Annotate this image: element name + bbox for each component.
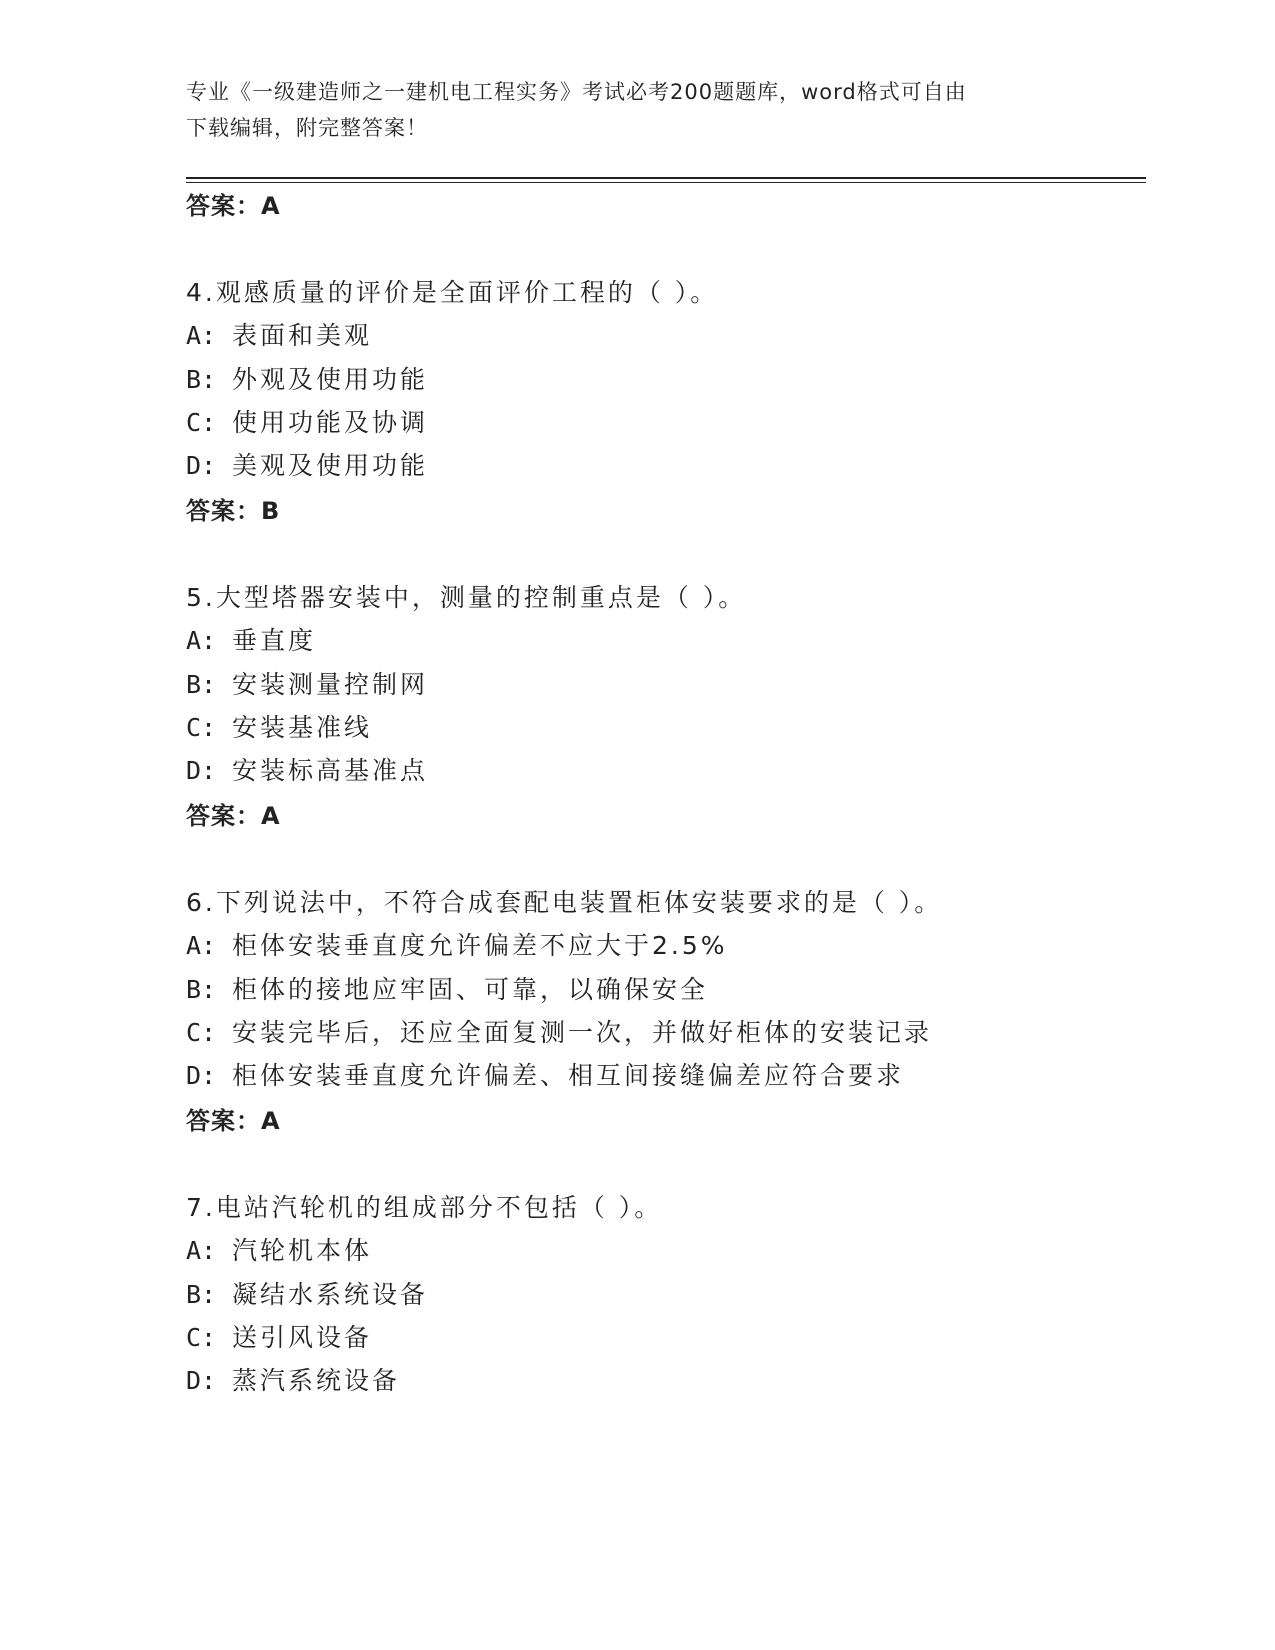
option-text: 垂直度 bbox=[232, 626, 317, 655]
option-text: 表面和美观 bbox=[232, 321, 373, 350]
question-5-option-b bbox=[186, 665, 428, 701]
question-4-stem: 4.观感质量的评价是全面评价工程的（ ）。 bbox=[186, 278, 719, 307]
option-letter: B: bbox=[186, 975, 217, 1004]
question-5-option-a bbox=[186, 621, 316, 657]
question-7-option-b bbox=[186, 1275, 428, 1311]
option-text: 柜体安装垂直度允许偏差不应大于2.5% bbox=[232, 931, 728, 960]
answer-5: 答案：A bbox=[186, 802, 281, 830]
option-text: 汽轮机本体 bbox=[232, 1236, 373, 1265]
option-letter: A: bbox=[186, 1236, 217, 1265]
option-text: 蒸汽系统设备 bbox=[232, 1366, 401, 1395]
option-text: 送引风设备 bbox=[232, 1323, 373, 1352]
question-4-option-a bbox=[186, 316, 372, 352]
option-letter: C: bbox=[186, 408, 217, 437]
answer-6: 答案：A bbox=[186, 1107, 281, 1135]
question-6-option-d bbox=[186, 1056, 904, 1092]
question-6-option-a bbox=[186, 926, 728, 962]
question-4-option-c bbox=[186, 403, 428, 439]
option-letter: A: bbox=[186, 626, 217, 655]
answer-4: 答案：B bbox=[186, 497, 281, 525]
option-text: 安装基准线 bbox=[232, 713, 373, 742]
question-7-option-d bbox=[186, 1361, 400, 1397]
question-4-option-d bbox=[186, 446, 428, 482]
option-letter: B: bbox=[186, 1280, 217, 1309]
option-letter: B: bbox=[186, 670, 217, 699]
option-text: 外观及使用功能 bbox=[232, 365, 429, 394]
option-letter: A: bbox=[186, 931, 217, 960]
question-6-option-c bbox=[186, 1013, 932, 1049]
option-text: 柜体安装垂直度允许偏差、相互间接缝偏差应符合要求 bbox=[232, 1061, 905, 1090]
header-line-2: 下载编辑，附完整答案！ bbox=[186, 116, 428, 140]
option-letter: D: bbox=[186, 756, 217, 785]
question-5-option-d bbox=[186, 751, 428, 787]
option-letter: C: bbox=[186, 1018, 217, 1047]
question-5-stem: 5.大型塔器安装中，测量的控制重点是（ ）。 bbox=[186, 583, 747, 612]
option-text: 安装测量控制网 bbox=[232, 670, 429, 699]
question-6-option-b bbox=[186, 970, 708, 1006]
header-divider-thick bbox=[186, 177, 1146, 179]
option-letter: D: bbox=[186, 451, 217, 480]
option-text: 凝结水系统设备 bbox=[232, 1280, 429, 1309]
question-7-stem: 7.电站汽轮机的组成部分不包括（ ）。 bbox=[186, 1193, 663, 1222]
option-text: 安装完毕后，还应全面复测一次，并做好柜体的安装记录 bbox=[232, 1018, 933, 1047]
question-5-option-c bbox=[186, 708, 372, 744]
option-letter: B: bbox=[186, 365, 217, 394]
option-text: 美观及使用功能 bbox=[232, 451, 429, 480]
option-text: 柜体的接地应牢固、可靠，以确保安全 bbox=[232, 975, 709, 1004]
option-letter: D: bbox=[186, 1366, 217, 1395]
question-7-option-a bbox=[186, 1231, 372, 1267]
header-line-1: 专业《一级建造师之一建机电工程实务》考试必考200题题库，word格式可自由 bbox=[186, 80, 967, 104]
question-7-option-c bbox=[186, 1318, 372, 1354]
header-divider-thin bbox=[186, 182, 1146, 183]
option-text: 安装标高基准点 bbox=[232, 756, 429, 785]
option-letter: C: bbox=[186, 1323, 217, 1352]
question-6-stem: 6.下列说法中，不符合成套配电装置柜体安装要求的是（ ）。 bbox=[186, 888, 943, 917]
option-letter: D: bbox=[186, 1061, 217, 1090]
option-text: 使用功能及协调 bbox=[232, 408, 429, 437]
option-letter: A: bbox=[186, 321, 217, 350]
document-header bbox=[186, 74, 1086, 146]
answer-3: 答案：A bbox=[186, 192, 281, 220]
question-4-option-b bbox=[186, 360, 428, 396]
option-letter: C: bbox=[186, 713, 217, 742]
